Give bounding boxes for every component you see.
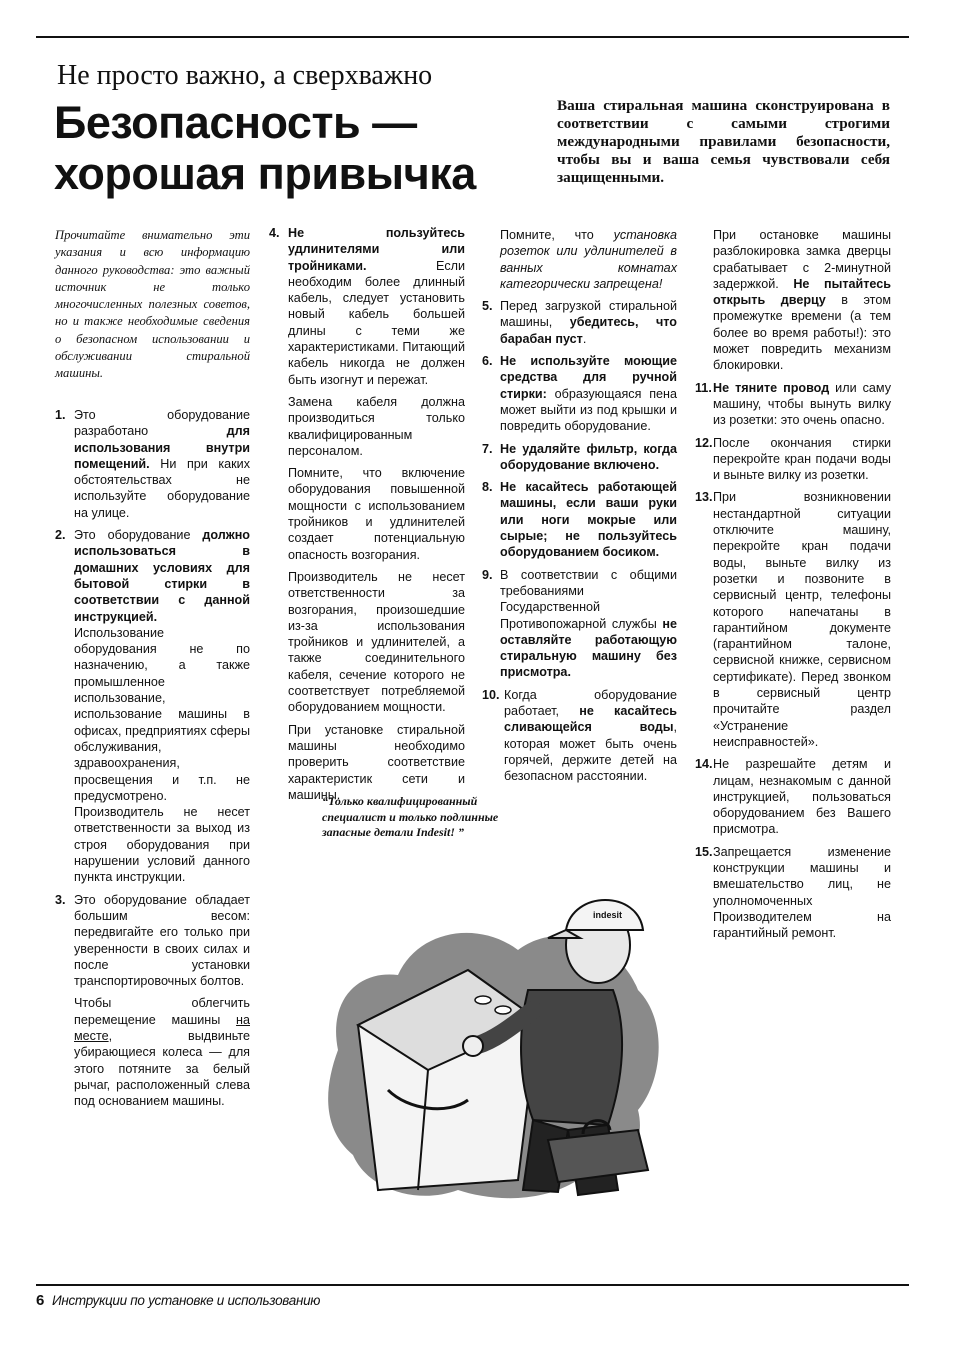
column-1: [55, 407, 250, 1115]
item-text: , которая может быть очень горячей, держите детей на безопасном расстоянии.: [504, 720, 677, 784]
item-text: Не разрешайте детям и лицам, незнакомым с данной инструкцией, пользоваться оборудованием без Вашего присмотра.: [713, 757, 891, 837]
safety-item-12: [695, 435, 891, 484]
item-text: Помните, что: [500, 228, 614, 242]
safety-item-9: [482, 567, 677, 681]
item-number: 1.: [55, 408, 66, 422]
cap-brand-text: indesit: [593, 910, 623, 920]
item-number: 5.: [482, 299, 493, 314]
safety-item-1: [55, 407, 250, 521]
machine-knob: [495, 1006, 511, 1014]
item-text: Ни при каких обстоятельствах не используйте оборудование на улице.: [74, 456, 250, 520]
page-title: [54, 97, 476, 199]
item-bold-text: Не пытайтесь открыть дверцу: [713, 276, 891, 308]
item-text: Это оборудование разработано: [74, 408, 250, 439]
item-text: При остановке машины разблокировка замка дверцы срабатывает с 2-минутной задержкой.: [713, 228, 891, 291]
safety-item-14: [695, 756, 891, 837]
item-number: 3.: [55, 892, 66, 907]
safety-item-4: [269, 225, 465, 388]
item-number: 13.: [695, 490, 713, 505]
lead-paragraph: Ваша стиральная машина сконструирована в соответствии с самыми строгими международными правилами безопасности, чтобы вы и ваша семья чувствовали себя защищенными.: [557, 97, 890, 186]
item-text: Если необходим более длинный кабель, следует установить новый кабель большей длины с теми же характеристиками. Питающий кабель никогда не должен быть изогнут и пережат.: [288, 258, 465, 387]
safety-item-3: [55, 892, 250, 990]
item-text: Это оборудование: [74, 528, 203, 543]
item-text: Использование оборудования не по назначению, а также промышленное использование, использование машины в офисах, предприятиях сферы обслуживания, здравоохранения, просвещения и т.п. не предусмотрено. Производитель не несет ответственности за выход из строя оборудования при нарушении условий данного пункта инструкции.: [74, 625, 250, 885]
safety-item-10-sub: [695, 227, 891, 374]
page-supertitle: Не просто важно, а сверхважно: [57, 60, 433, 91]
safety-item-4-sub-5: [482, 227, 677, 292]
item-text: или саму машину, чтобы вынуть вилку из розетки: это очень опасно.: [713, 380, 891, 428]
item-italic-text: установка розеток или удлинителей в ванных комнатах категорически запрещена!: [500, 228, 677, 291]
item-bold-text: Не пользуйтесь удлинителями или тройниками.: [288, 226, 465, 273]
column-3: [482, 227, 677, 791]
safety-item-8: [482, 479, 677, 560]
machine-knob: [475, 996, 491, 1004]
item-number: 10.: [482, 687, 500, 702]
item-bold-text: Не тяните провод: [713, 380, 830, 395]
top-rule: [36, 36, 909, 38]
bottom-rule: [36, 1284, 909, 1286]
page-title-line-1: Безопасность —: [54, 97, 417, 148]
column-4: [695, 227, 891, 947]
safety-item-4-sub-4: При установке стиральной машины необходимо проверить соответствие характеристик сети и машины.: [288, 722, 465, 802]
item-number: 12.: [695, 435, 713, 450]
item-text: В соответствии с общими требованиями Государственной Противопожарной службы: [500, 567, 677, 631]
item-bold-text: не оставляйте работающую стиральную машину без присмотра.: [500, 616, 677, 680]
item-number: 7.: [482, 441, 493, 456]
page-number: 6: [36, 1292, 45, 1309]
item-number: 6.: [482, 354, 493, 369]
toolbox: [548, 1130, 648, 1182]
safety-item-7: [482, 441, 677, 474]
safety-item-4-sub-1: Замена кабеля должна производиться только квалифицированным персоналом.: [288, 394, 465, 458]
item-number: 9.: [482, 567, 493, 582]
technician-washing-machine-illustration: [318, 860, 678, 1220]
technician-hand: [463, 1036, 483, 1056]
item-number: 11.: [695, 380, 712, 395]
item-bold-text: должно использоваться в домашних условиях для бытовой стирки в соответствии с данной инструкцией.: [74, 528, 250, 624]
safety-item-13: [695, 489, 891, 750]
safety-item-5: [482, 298, 677, 347]
item-text: Запрещается изменение конструкции машины и вмешательство лиц, не уполномоченных Производителем на гарантийный ремонт.: [713, 844, 891, 941]
safety-item-10: [482, 687, 677, 785]
item-text: , выдвиньте убирающиеся колеса — для этого потяните за белый рычаг, расположенный слева под основанием машины.: [74, 1028, 250, 1109]
item-number: 15.: [695, 844, 713, 859]
column-2: [269, 225, 465, 809]
item-text: в этом промежутке времени (а тем более во время работы!): это может повредить механизм блокировки.: [713, 293, 891, 373]
item-number: 4.: [269, 226, 280, 240]
item-text: .: [582, 331, 587, 346]
item-text: Это оборудование обладает большим весом: передвигайте его только при уверенности в своих силах и после установки транспортировочных болтов.: [74, 892, 250, 989]
footer-title: Инструкции по установке и использованию: [52, 1293, 321, 1308]
item-bold-text: не касайтесь сливающейся воды: [504, 704, 677, 735]
item-text: Когда оборудование работает,: [504, 687, 677, 719]
item-bold-text: Не удаляйте фильтр, когда оборудование включено.: [500, 441, 677, 472]
item-text: образующаяся пена может выйти из под крышки и повредить оборудование.: [500, 386, 677, 434]
technician-quote: “Только квалифицированный специалист и только подлинные запасные детали Indesit! ”: [322, 794, 499, 839]
item-text: Перед загрузкой стиральной машины,: [500, 299, 677, 330]
intro-paragraph: Прочитайте внимательно эти указания и всю информацию данного руководства: это важный источник не только многочисленных полезных советов, но и также необходимые сведения о безопасном использовании и обслуживании стиральной машины.: [55, 228, 250, 381]
safety-item-4-sub-2: Помните, что включение оборудования повышенной мощности с использованием тройников и удлинителей создает потенциальную опасность возгорания.: [288, 466, 465, 562]
safety-item-15: [695, 844, 891, 942]
item-text: После окончания стирки перекройте кран подачи воды и выньте вилку из розетки.: [713, 435, 891, 483]
safety-item-11: [695, 380, 891, 429]
item-bold-text: для использования внутри помещений.: [74, 424, 250, 471]
safety-item-2: [55, 527, 250, 886]
item-bold-text: Не используйте моющие средства для ручной стирки:: [500, 354, 677, 401]
item-number: 14.: [695, 757, 713, 772]
item-number: 2.: [55, 528, 66, 543]
item-number: 8.: [482, 480, 493, 495]
item-text: Чтобы облегчить перемещение машины: [74, 996, 250, 1027]
item-text: При возникновении нестандартной ситуации отключите машину, перекройте кран подачи воды, выньте вилку из розетки и позвоните в сервисный центр, телефоны которого напечатаны в гарантийном документе (гарантийном талоне, сервисной книжке, сервисном сертификате). Перед звонком в сервисный центр прочитайте раздел «Устранение неисправностей».: [713, 490, 891, 749]
safety-item-3-sub: [55, 995, 250, 1109]
item-underlined-text: на месте: [74, 1012, 250, 1043]
safety-item-6: [482, 353, 677, 434]
item-bold-text: убедитесь, что барабан пуст: [500, 315, 677, 346]
item-bold-text: Не касайтесь работающей машины, если ваши руки или ноги мокрые или сырые; не пользуйтесь оборудованием босиком.: [500, 480, 677, 560]
safety-item-4-sub-3: Производитель не несет ответственности за возгорания, произошедшие из-за использования тройников и удлинителей, а также соединительного кабеля, сечение которого не соответствует потребляемой оборудованием мощности.: [288, 569, 465, 715]
page-title-line-2: хорошая привычка: [54, 148, 476, 199]
